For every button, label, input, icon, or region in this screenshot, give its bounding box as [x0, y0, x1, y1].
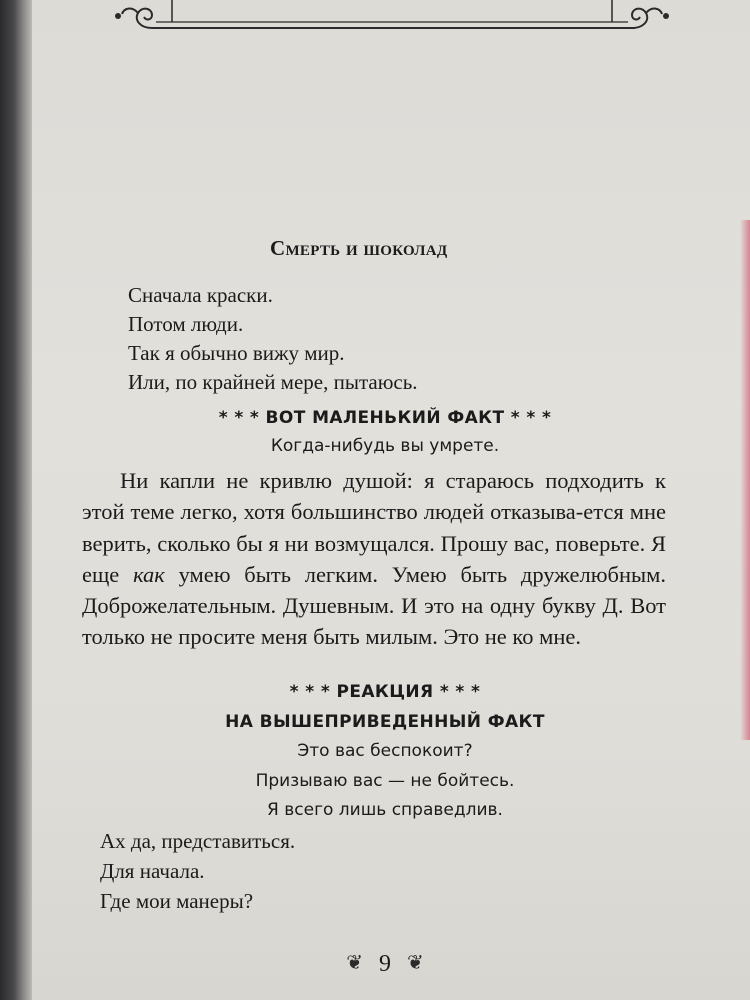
verse-line: Где мои манеры? — [100, 889, 254, 913]
fleuron-left-icon: ❦ — [346, 952, 363, 974]
page-edge-tint — [740, 220, 750, 740]
reaction-line: Это вас беспокоит? — [297, 741, 473, 761]
reaction-subheading: НА ВЫШЕПРИВЕДЕННЫЙ ФАКТ — [225, 711, 545, 732]
verse-line: Потом люди. — [128, 312, 244, 336]
chapter-title: Смерть и шоколад — [270, 236, 448, 260]
reaction-heading: * * * РЕАКЦИЯ * * * — [289, 682, 481, 702]
page-footer — [310, 950, 460, 978]
verse-line: Ах да, представиться. — [100, 829, 296, 853]
verse-line: Так я обычно вижу мир. — [128, 341, 345, 365]
verse-line: Сначала краски. — [128, 283, 273, 307]
paragraph-text: Ни капли не кривлю душой: я стараюсь подходить к этой теме легко, хотя большинство людей отказыва-ется мне верить, сколько бы я ни возмущался. Прошу вас, поверьте. Я еще — [82, 468, 666, 587]
intro-verse — [128, 281, 418, 397]
reaction-line: Призываю вас — не бойтесь. — [255, 770, 515, 791]
body-paragraph — [82, 465, 666, 653]
closing-verse — [100, 826, 295, 916]
fact-block — [190, 404, 580, 460]
reaction-line: Я всего лишь справедлив. — [267, 800, 503, 820]
reaction-block — [190, 678, 580, 826]
verse-line: Для начала. — [100, 859, 205, 883]
paragraph-italic: как — [133, 561, 165, 587]
paragraph-text-end: умею быть легким. Умею быть дружелюбным. Доброжелательным. Душевным. И это на одну букву Д. Вот только не просите меня быть милым. Это не ко мне. — [82, 561, 666, 650]
fact-text: Когда-нибудь вы умрете. — [270, 436, 500, 456]
header-ornament-frame — [112, 0, 672, 36]
fleuron-right-icon: ❦ — [407, 952, 424, 974]
verse-line: Или, по крайней мере, пытаюсь. — [128, 370, 418, 394]
fact-heading: * * * ВОТ МАЛЕНЬКИЙ ФАКТ * * * — [218, 408, 552, 428]
page-number: 9 — [379, 951, 391, 977]
